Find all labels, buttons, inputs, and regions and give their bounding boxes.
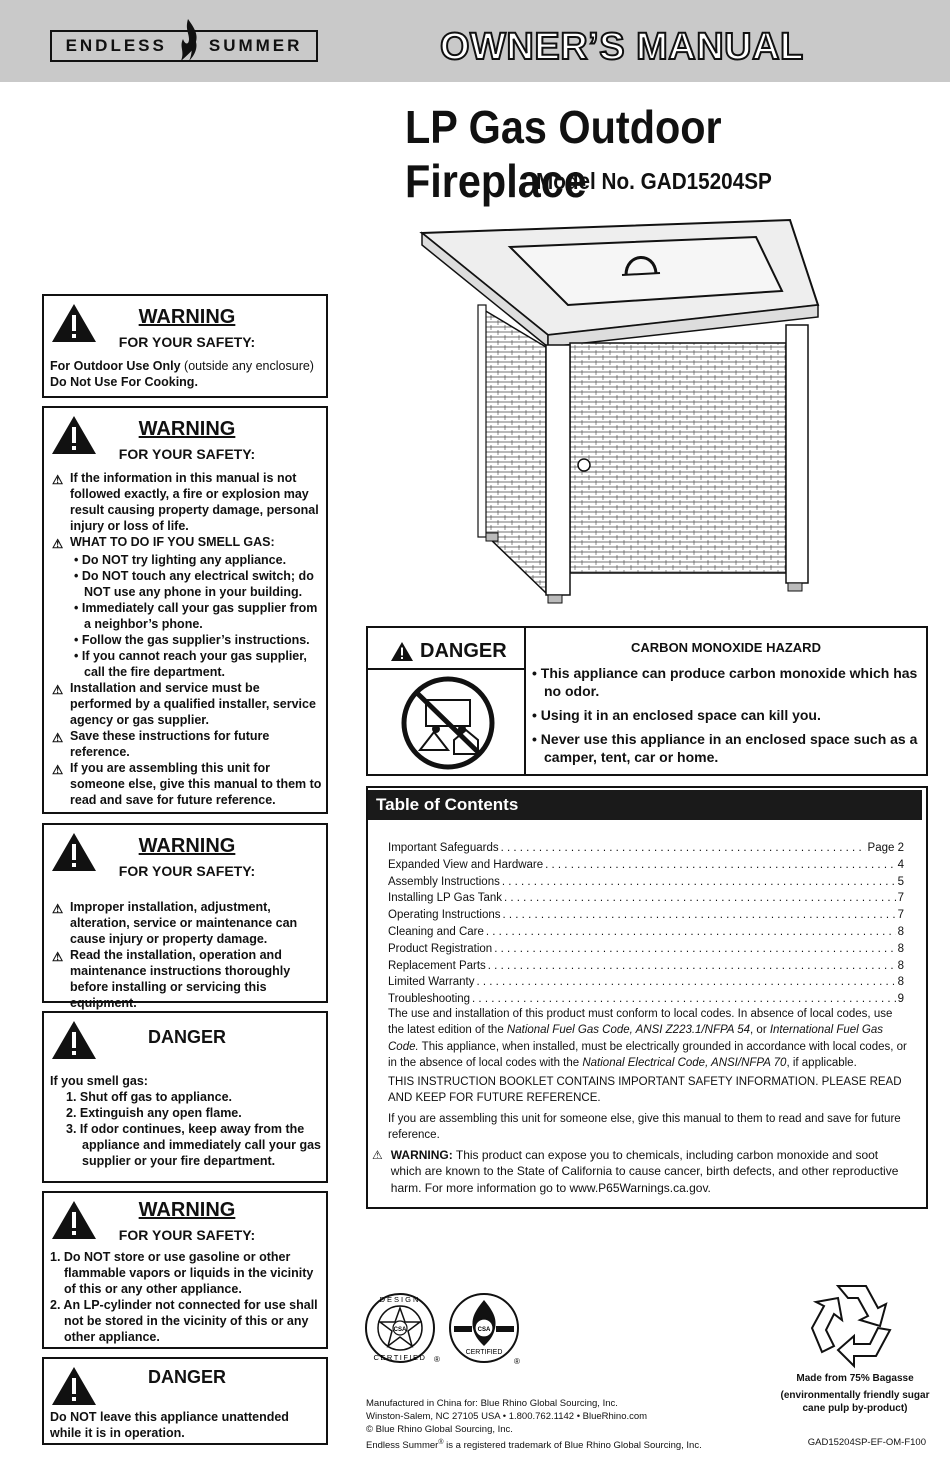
warning-item: Installation and service must be performed by a qualified installer, service agency or gas supplier. (70, 681, 316, 727)
co-hazard-list (532, 664, 922, 766)
bagasse-note (780, 1372, 930, 1415)
footer-line: Winston-Salem, NC 27105 USA • 1.800.762.1142 • BlueRhino.com (366, 1411, 648, 1422)
warning-list (52, 470, 324, 808)
warning-triangle-icon (390, 641, 414, 662)
toc-entry-page: 9 (897, 993, 904, 1006)
toc-entry[interactable] (388, 958, 904, 975)
warning-triangle-icon (50, 1019, 98, 1061)
toc-entry-page: 8 (897, 942, 904, 955)
warning-title: WARNING (138, 306, 236, 328)
warning-item: If the information in this manual is not followed exactly, a fire or explosion may result causing property damage, personal injury or loss of life. (70, 471, 319, 533)
warning-title: WARNING (138, 418, 236, 440)
toc-entry[interactable] (388, 874, 904, 891)
warning-installation-box (42, 823, 328, 1010)
toc-entry[interactable] (388, 840, 904, 857)
seal-design-text: DESIGN (379, 1295, 421, 1304)
warning-subitem: • Do NOT try lighting any appliance. (74, 553, 287, 567)
footer-line: © Blue Rhino Global Sourcing, Inc. (366, 1424, 513, 1435)
toc-entry[interactable] (388, 941, 904, 958)
fireplace-illustration (418, 215, 838, 610)
recycle-icon (808, 1280, 904, 1370)
toc-entry[interactable] (388, 890, 904, 907)
danger-list (50, 1073, 322, 1169)
toc-entry-label: Limited Warranty (388, 976, 475, 989)
warning-item: WHAT TO DO IF YOU SMELL GAS: (70, 535, 275, 549)
danger-text: Do NOT leave this appliance unattended while it is in operation. (50, 1410, 289, 1440)
warning-subitem: • Do NOT touch any electrical switch; do NOT use any phone in your building. (74, 569, 314, 599)
alert-icon: ⚠ (52, 902, 64, 916)
seal-registered-mark: ® (514, 1357, 520, 1366)
no-cooking-text: Do Not Use For Cooking. (50, 375, 198, 389)
outdoor-use-text: For Outdoor Use Only (50, 359, 181, 373)
toc-entry-page: 7 (897, 892, 904, 905)
danger-intro: If you smell gas: (50, 1074, 148, 1088)
toc-entry[interactable] (388, 974, 904, 991)
warning-triangle-icon (50, 302, 98, 344)
danger-title: DANGER (147, 1027, 226, 1047)
alert-icon: ⚠ (52, 683, 64, 697)
warning-title: WARNING (138, 835, 236, 857)
co-hazard-item: • This appliance can produce carbon monoxide which has no odor. (532, 665, 918, 699)
logo-word-left: ENDLESS (65, 36, 167, 55)
toc-entry-page: 8 (897, 925, 904, 938)
warning-text (50, 358, 320, 390)
warning-item: Read the installation, operation and maintenance instructions thoroughly before installing or servicing this equipment. (70, 948, 291, 1010)
warning-item: 1. Do NOT store or use gasoline or other flammable vapors or liquids in the vicinity of this or any other appliance. (50, 1250, 314, 1296)
prop65-warning (372, 1147, 912, 1196)
toc-entry-page: 4 (897, 858, 904, 871)
toc-entry[interactable] (388, 907, 904, 924)
toc-entry-label: Expanded View and Hardware (388, 858, 544, 871)
toc-heading: Table of Contents (368, 790, 922, 820)
safety-info-paragraph: THIS INSTRUCTION BOOKLET CONTAINS IMPORTANT SAFETY INFORMATION. PLEASE READ AND KEEP FOR FUTURE REFERENCE. (388, 1076, 902, 1105)
warning-flammable-box (42, 1191, 328, 1349)
toc-entry-page: 8 (897, 959, 904, 972)
warning-subitem: • Immediately call your gas supplier from a neighbor’s phone. (74, 601, 318, 631)
warning-item: If you are assembling this unit for someone else, give this manual to them to read and save for future reference. (70, 761, 322, 807)
warning-list (50, 1249, 324, 1345)
bagasse-line1: Made from 75% Bagasse (796, 1373, 914, 1384)
seal-csa-text: CSA (477, 1327, 491, 1333)
toc-entry-label: Troubleshooting (388, 993, 471, 1006)
toc-list (388, 840, 904, 1008)
bagasse-line2: (environmentally friendly sugar cane pulp by-product) (780, 1390, 930, 1414)
warning-subtitle: FOR YOUR SAFETY: (118, 334, 256, 350)
prop65-text: This product can expose you to chemicals, including carbon monoxide and soot which are known to the State of California to cause cancer, birth defects, and other reproductive harm. For more information go to www.P65Warnings.ca.gov. (390, 1148, 899, 1195)
toc-entry-page: Page 2 (867, 842, 904, 854)
divider (368, 668, 526, 670)
toc-entry-page: 5 (897, 875, 904, 888)
outdoor-use-note: (outside any enclosure) (180, 359, 314, 373)
carbon-monoxide-danger-box (366, 626, 928, 776)
toc-entry-label: Cleaning and Care (388, 925, 484, 938)
danger-label-text: DANGER (420, 640, 507, 662)
co-hazard-heading: CARBON MONOXIDE HAZARD (631, 640, 821, 655)
product-title: LP Gas Outdoor Fireplace (405, 101, 722, 207)
no-enclosed-space-icon (396, 674, 500, 772)
assembling-note-paragraph: If you are assembling this unit for someone else, give this manual to them to read and save for future reference. (388, 1113, 901, 1142)
danger-unattended-box (42, 1357, 328, 1445)
danger-step: 1. Shut off gas to appliance. (66, 1090, 232, 1104)
warning-triangle-icon (50, 1199, 98, 1241)
alert-icon: ⚠ (52, 473, 64, 487)
flame-icon (173, 17, 203, 63)
seal-registered-mark: ® (434, 1355, 440, 1364)
manual-title: OWNER’S MANUAL (440, 26, 804, 68)
warning-subitem: • Follow the gas supplier’s instructions. (74, 633, 310, 647)
design-certified-seal (362, 1290, 442, 1370)
danger-title: DANGER (147, 1367, 226, 1387)
manufacturer-footer (366, 1397, 746, 1452)
seal-certified-text: CERTIFIED (465, 1349, 503, 1356)
alert-icon: ⚠ (52, 537, 64, 551)
warning-subitem: • If you cannot reach your gas supplier, call the fire department. (74, 649, 307, 679)
logo-word-right: SUMMER (208, 36, 303, 55)
alert-icon: ⚠ (52, 731, 64, 745)
warning-item: 2. An LP-cylinder not connected for use shall not be stored in the vicinity of this or any other appliance. (50, 1298, 318, 1344)
danger-step: 2. Extinguish any open flame. (66, 1106, 242, 1120)
toc-entry-label: Assembly Instructions (388, 875, 500, 888)
prop65-label: WARNING: (390, 1148, 453, 1162)
danger-label-panel (368, 628, 526, 774)
warning-gas-safety-box (42, 406, 328, 814)
footer-line: Endless Summer® is a registered trademark of Blue Rhino Global Sourcing, Inc. (366, 1439, 702, 1452)
toc-entry-label: Replacement Parts (388, 959, 486, 972)
warning-triangle-icon (50, 831, 98, 873)
warning-item: Improper installation, adjustment, alteration, service or maintenance can cause injury or property damage. (70, 900, 298, 946)
toc-entry-label: Operating Instructions (388, 909, 501, 922)
model-number: Model No. GAD15204SP (536, 168, 772, 194)
danger-label (390, 640, 507, 663)
warning-subtitle: FOR YOUR SAFETY: (118, 863, 256, 879)
toc-entry-page: 7 (897, 909, 904, 922)
toc-entry-label: Installing LP Gas Tank (388, 892, 503, 905)
toc-entry[interactable] (388, 857, 904, 874)
warning-subtitle: FOR YOUR SAFETY: (118, 1227, 256, 1243)
toc-entry-label: Important Safeguards (388, 842, 499, 854)
warning-subtitle: FOR YOUR SAFETY: (118, 446, 256, 462)
warning-list (52, 899, 324, 1011)
alert-icon: ⚠ (372, 1148, 383, 1162)
footer-line: Manufactured in China for: Blue Rhino Global Sourcing, Inc. (366, 1398, 618, 1409)
warning-outdoor-use-box (42, 294, 328, 398)
brand-logo (50, 30, 318, 62)
seal-csa-text: CSA (393, 1327, 407, 1333)
warning-triangle-icon (50, 414, 98, 456)
toc-entry-label: Product Registration (388, 942, 493, 955)
alert-icon: ⚠ (52, 763, 64, 777)
co-hazard-item: • Using it in an enclosed space can kill you. (532, 707, 821, 723)
seal-certified-text: CERTIFIED (373, 1353, 427, 1362)
warning-item: Save these instructions for future reference. (70, 729, 270, 759)
document-code: GAD15204SP-EF-OM-F100 (807, 1437, 926, 1448)
code-compliance-paragraph: The use and installation of this product must conform to local codes. In absence of local codes, use the latest edition of the National Fuel Gas Code, ANSI Z223.1/NFPA 54, or International Fuel Gas Code. This appliance, when installed, must be electrically grounded in accordance with local codes, or in the absence of local codes with the National Electrical Code, ANSI/NFPA 70, if applicable. (388, 1008, 907, 1069)
danger-step: 3. If odor continues, keep away from the appliance and immediately call your gas supplier or your fire department. (66, 1122, 321, 1168)
warning-title: WARNING (138, 1199, 236, 1221)
alert-icon: ⚠ (52, 950, 64, 964)
danger-smell-gas-box (42, 1011, 328, 1183)
warning-triangle-icon (50, 1365, 98, 1407)
csa-certified-seal (446, 1290, 526, 1370)
co-hazard-item: • Never use this appliance in an enclosed space such as a camper, tent, car or home. (532, 731, 918, 765)
toc-entry[interactable] (388, 924, 904, 941)
toc-entry-page: 8 (897, 976, 904, 989)
